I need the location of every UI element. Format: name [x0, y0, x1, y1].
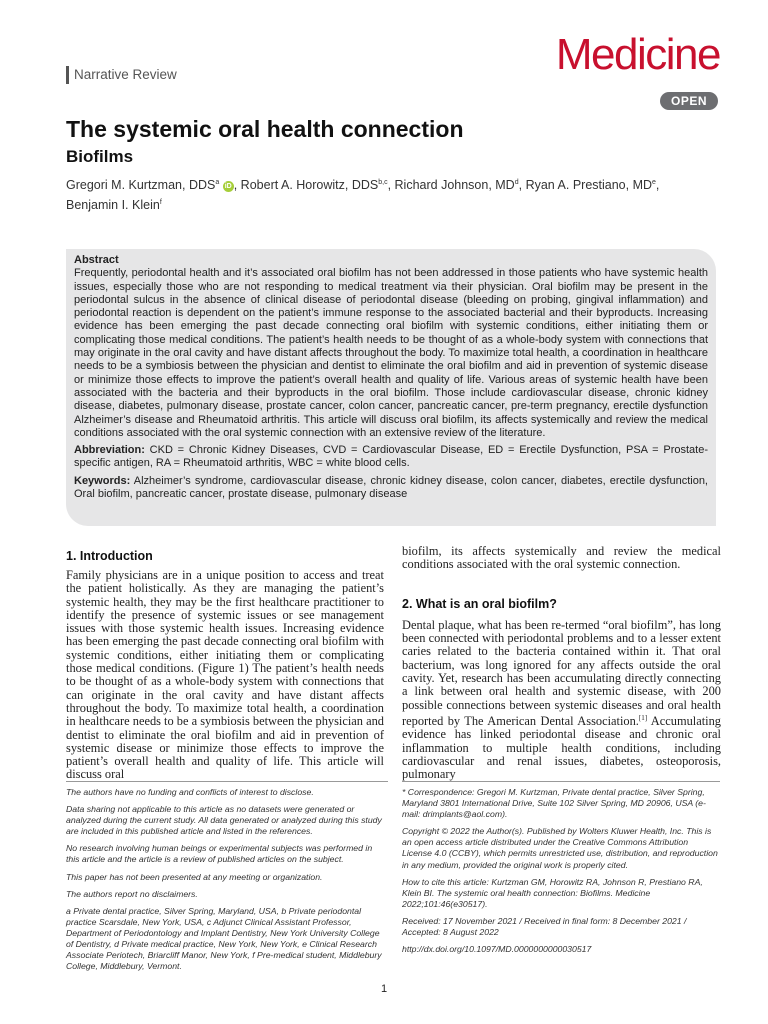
funding-note: The authors have no funding and conflicts of interest to disclose.: [66, 787, 314, 797]
open-access-badge: OPEN: [660, 92, 718, 110]
correspondence-note: * Correspondence: Gregori M. Kurtzman, Private dental practice, Silver Spring, Maryland 3801 International Drive, Suite 102 Silver Spring, MD 20906, USA (e-mail: drimplants@aol.com).: [402, 787, 706, 820]
author-2-affiliation: b,c: [378, 179, 388, 186]
doi-link[interactable]: http://dx.doi.org/10.1097/MD.0000000000030517: [402, 944, 592, 955]
received-dates-note: Received: 17 November 2021 / Received in final form: 8 December 2021 / Accepted: 8 August 2022: [402, 915, 687, 938]
author-list: [66, 174, 706, 214]
abstract-text: Frequently, periodontal health and it’s associated oral biofilm has not been addressed in those patients who have systemic health issues, especially those who are not responding to medical treatment via their physician. Oral biofilm may be present in the periodontal sulcus in the absence of clinical disease of periodontal disease (bleeding on probing, gingival inflammation) and periodontal reaction is dependent on the patient’s immune response to the associated bacterial and their byproducts. Increasing evidence has been emerging the past decade connecting oral biofilm with systemic conditions, either initiating them or complicating those medical conditions. The patient’s health needs to be thought of as a whole-body system with connections that may originate in the oral cavity and have distant affects throughout the body. To maximize total health, a coordination in healthcare needs to be a symbiosis between the physician and dentist to eliminate the oral biofilm and aid in prevention of systemic disease or minimize those effects to improve the patient’s overall health and quality of life. Various areas of systemic health have been associated with the bacteria and their byproducts in the oral biofilm. Those include cardiovascular disease, chronic kidney disease, diabetes, pulmonary disease, prostate cancer, colon cancer, pancreatic cancer, pre-term pregnancy, erectile dysfunction Alzheimer’s disease and Rheumatoid arthritis. This article will discuss oral biofilm, its affects systemically and review the medical conditions associated with the oral systemic connection with an extensive review of the literature.: [74, 267, 708, 439]
abbreviations-label: Abbreviation:: [74, 444, 145, 457]
affiliations-note: a Private dental practice, Silver Spring, Maryland, USA, b Private periodontal practice Scarsdale, New York, USA, c Adjunct Clinical Assistant Professor, Department of Periodontology and Implant Dentistry, New York University College of Dentistry, d Private medical practice, New York, New York, e Clinical Research Associate Periotech, Briarcliff Manor, New York, f Pre-medical student, Middlebury College, Middlebury, Vermont.: [66, 905, 382, 972]
author-1: Gregori M. Kurtzman, DDS: [66, 178, 216, 193]
oral-biofilm-text-continued: Accumulating evidence has linked periodontal disease and chronic oral inflammation to multiple health conditions, including cardiovascular and renal issues, diabetes, osteoporosis, pulmonary: [402, 714, 722, 782]
keywords-text: Alzheimer’s syndrome, cardiovascular disease, chronic kidney disease, colon cancer, diabetes, erectile dysfunction, Oral biofilm, pancreatic cancer, prostate disease, pulmonary disease: [74, 474, 708, 501]
right-column-body: [402, 545, 721, 782]
introduction-paragraph: Family physicians are in a unique position to access and treat the patient holistically. As they are managing the patient’s systemic health, they may be the first healthcare practitioner to identify the presence of systemic issues or see management issues with those systemic health issues. Increasing evidence has been emerging the past decade connecting oral biofilm with systemic conditions, either initiating them or complicating those medical conditions. (Figure 1) The patient’s health needs to be thought of as a whole-body system with connections that can originate in the oral cavity and have distant affects throughout the body. To maximize total health, a coordination in healthcare needs to be a symbiosis between the physician and dentist to eliminate the oral biofilm and aid in prevention of systemic disease or minimize those effects to improve the patient’s overall health and quality of life. This article will discuss oral: [66, 568, 384, 782]
article-subtitle: Biofilms: [66, 147, 134, 166]
oral-biofilm-paragraph: [402, 619, 721, 782]
introduction-continued: biofilm, its affects systemically and review the medical conditions associated with the oral systemic connection.: [402, 544, 721, 572]
disclaimer-note: The authors report no disclaimers.: [66, 888, 198, 899]
introduction-body: [66, 569, 384, 782]
author-4: , Ryan A. Prestiano, MD: [518, 178, 653, 193]
author-4-affiliation: e: [652, 179, 656, 186]
data-sharing-note: Data sharing not applicable to this article as no datasets were generated or analyzed during the current study. All data generated or analyzed during this study are included in this published article and listed in the references.: [66, 804, 382, 837]
ethics-note: No research involving human beings or experimental subjects was performed in this article and the article is a review of published articles on the subject.: [66, 843, 373, 865]
section-heading-introduction: 1. Introduction: [66, 549, 153, 563]
copyright-note: Copyright © 2022 the Author(s). Published by Wolters Kluwer Health, Inc. This is an open access article distributed under the Creative Commons Attribution License 4.0 (CCBY), which permits unrestricted use, distribution, and reproduction in any medium, provided the original work is properly cited.: [402, 826, 718, 870]
footnote-divider-right: [402, 781, 720, 782]
keywords-label: Keywords:: [74, 474, 131, 487]
abstract-heading: Abstract: [74, 254, 119, 266]
author-5: Benjamin I. Klein: [66, 198, 160, 213]
citation-link[interactable]: [1]: [638, 713, 648, 722]
page-number: 1: [380, 983, 388, 995]
presentation-note: This paper has not been presented at any meeting or organization.: [66, 871, 323, 882]
author-2: , Robert A. Horowitz, DDS: [233, 178, 379, 193]
article-type-text: Narrative Review: [74, 67, 177, 82]
abbreviations-text: CKD = Chronic Kidney Diseases, CVD = Cardiovascular Disease, ED = Erectile Dysfunction, PSA = Prostate-specific antigen, RA = Rheumatoid arthritis, WBC = white blood cells.: [74, 444, 708, 470]
citation-note: How to cite this article: Kurtzman GM, Horowitz RA, Johnson R, Prestiano RA, Klein BI. The systemic oral health connection: Biofilms. Medicine 2022;101:46(e30517).: [402, 876, 703, 909]
journal-logo: Medicine: [555, 30, 720, 79]
article-type-label: [66, 66, 177, 84]
author-separator: ,: [655, 178, 660, 193]
keywords: [74, 475, 708, 502]
author-3-affiliation: d: [514, 179, 519, 186]
footnote-divider-left: [66, 781, 388, 782]
footnotes-left: [66, 787, 388, 978]
section-heading-oral-biofilm: 2. What is an oral biofilm?: [402, 596, 557, 611]
author-5-affiliation: f: [159, 199, 162, 207]
author-1-affiliation: a: [215, 179, 220, 186]
abbreviations: [74, 444, 708, 471]
oral-biofilm-text: Dental plaque, what has been re-termed “oral biofilm”, has long been connected with periodontal problems and to a lesser extent caries related to the bacteria contained within it. That oral bacterium, was long ignored for any affects outside the oral cavity. Yet, research has been accumulating directly connecting a link between oral health and systemic disease, with 200 possible connections between systemic diseases and oral health reported by The American Dental Association.: [402, 617, 721, 729]
article-title: The systemic oral health connection: [66, 116, 464, 142]
abstract-box: [66, 249, 716, 526]
author-3: , Richard Johnson, MD: [387, 178, 515, 193]
orcid-icon[interactable]: iD: [224, 183, 232, 191]
footnotes-right: [402, 787, 720, 961]
